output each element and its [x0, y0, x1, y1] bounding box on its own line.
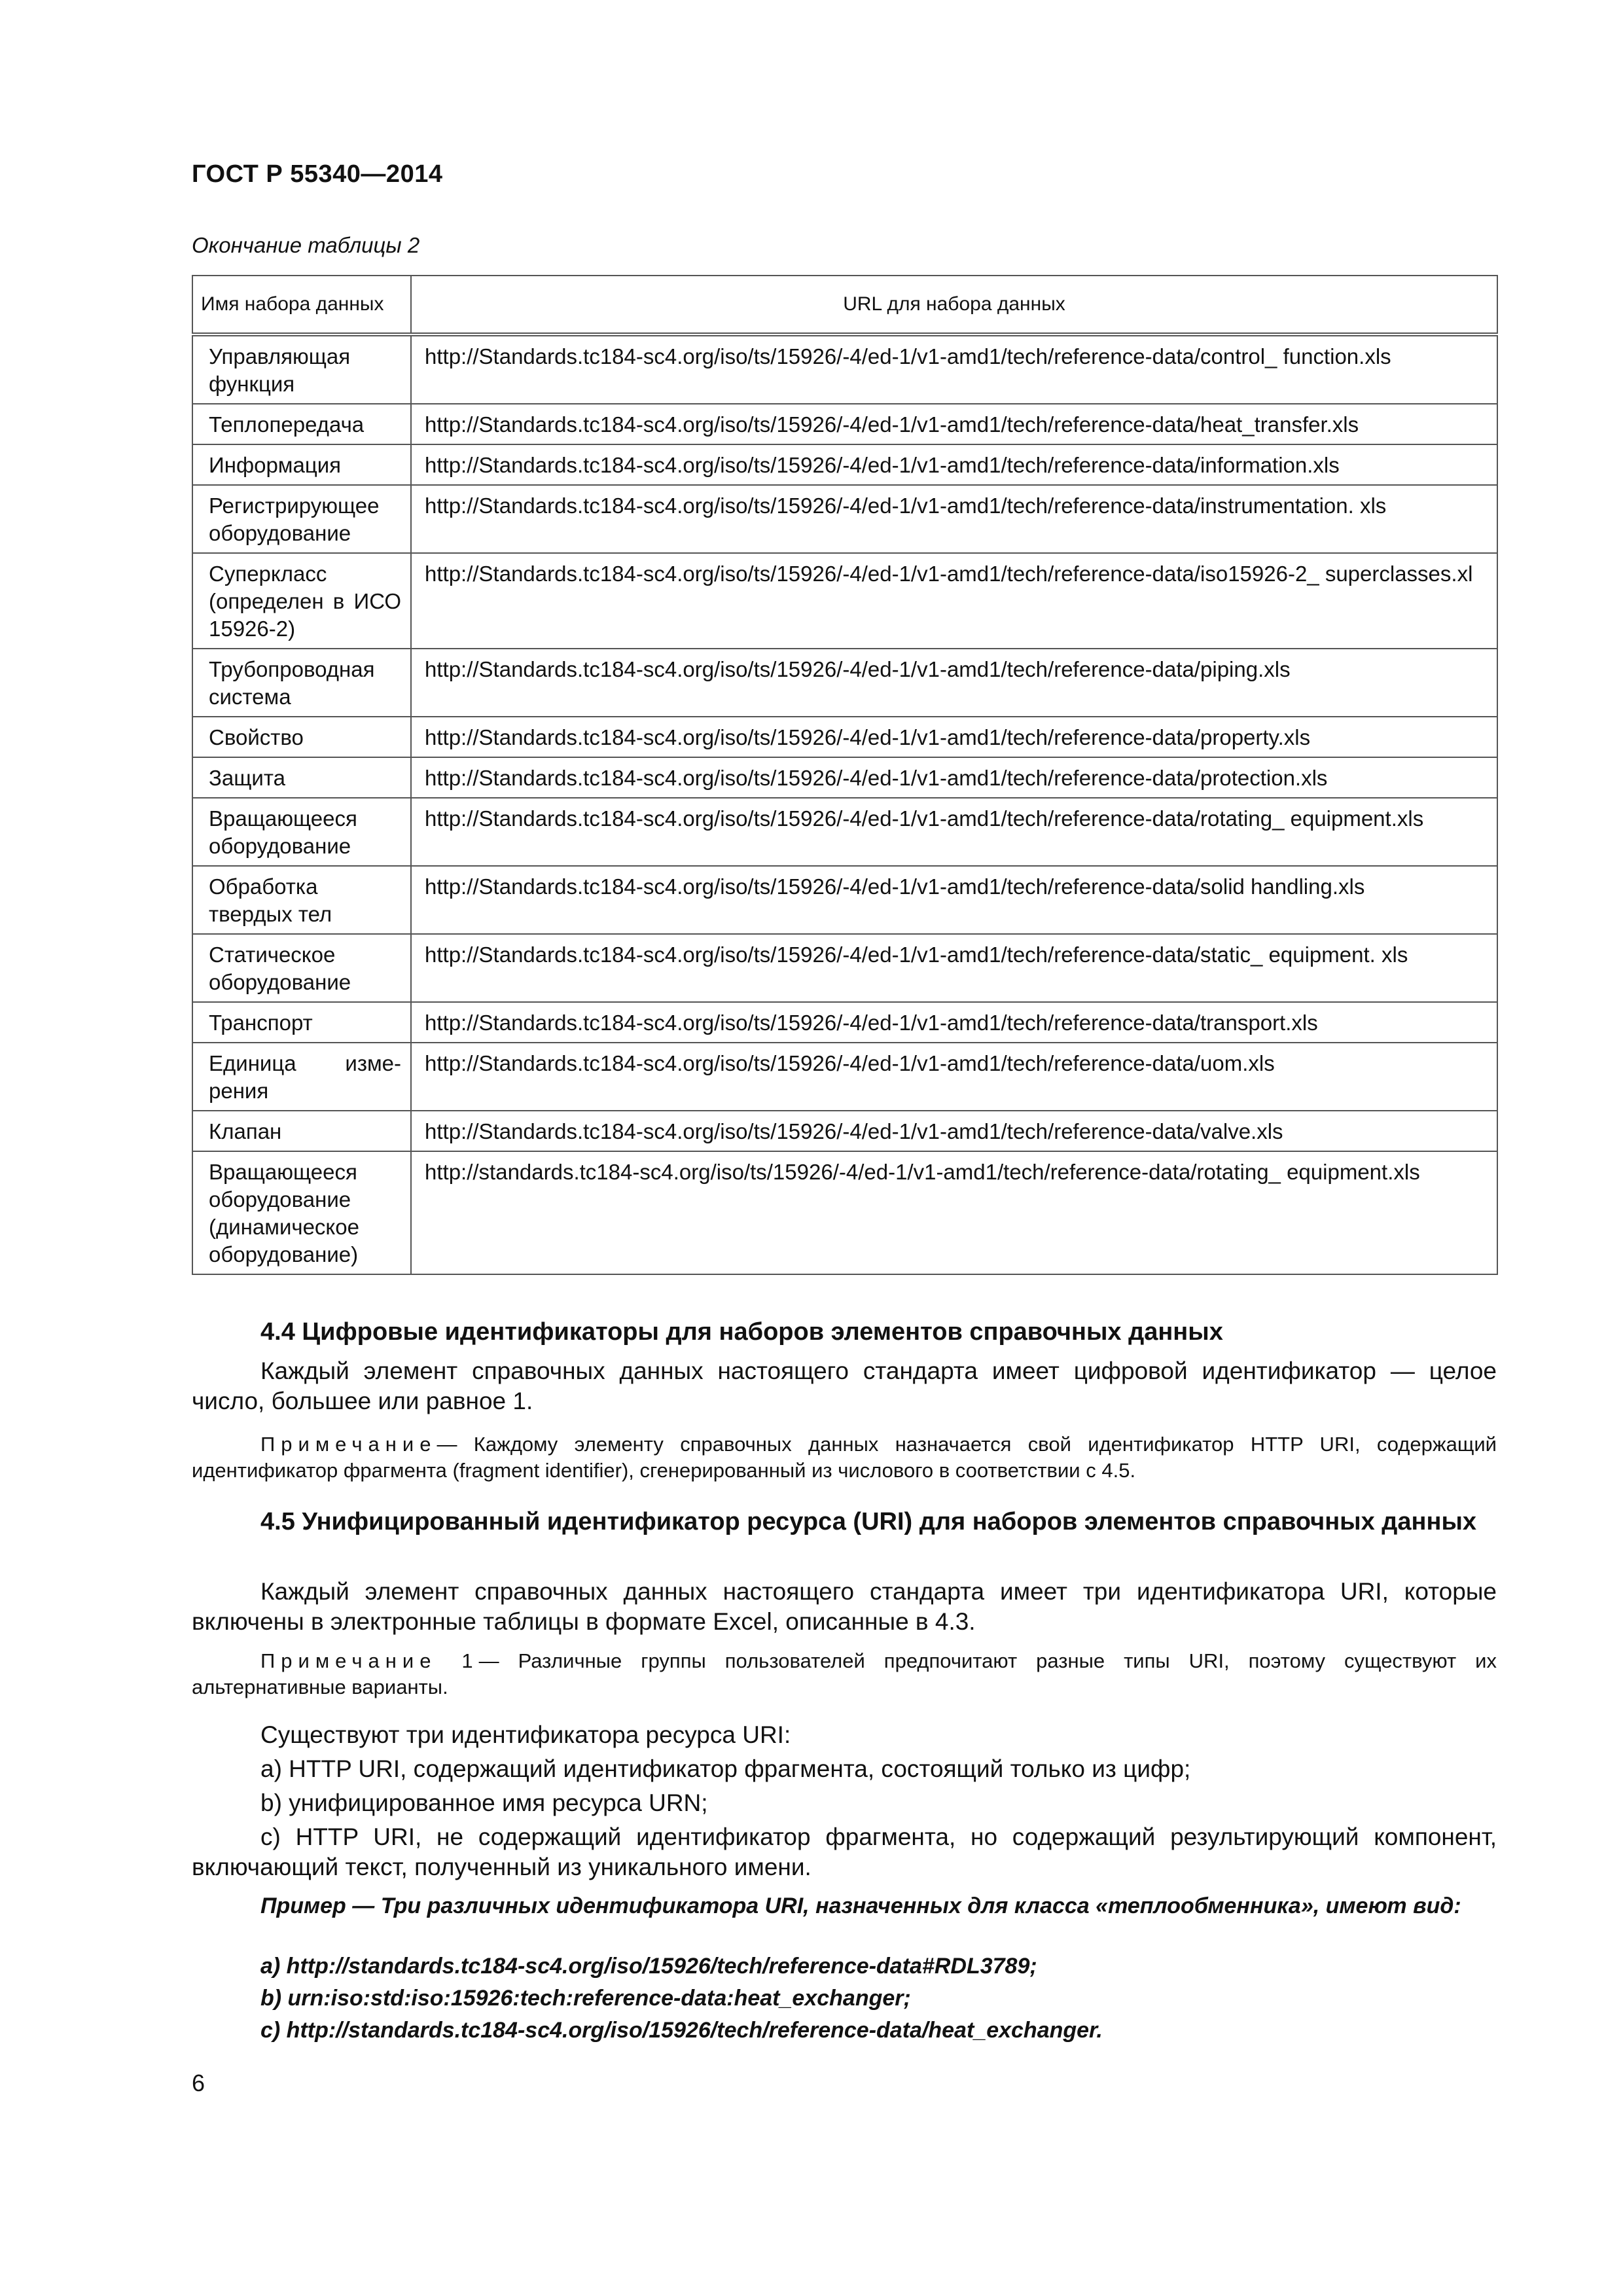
section-4-5-note — [192, 1648, 1497, 1700]
column-header-url: URL для набора данных — [411, 276, 1497, 334]
table-row — [192, 334, 1497, 404]
table-caption: Окончание таблицы 2 — [192, 233, 420, 257]
section-4-5-title: 4.5 Унифицированный идентификатор ресурса (URI) для наборов элементов справочных данных — [260, 1508, 1477, 1535]
dataset-name-cell: Информация — [192, 444, 411, 485]
dataset-name-cell: Свойство — [192, 717, 411, 757]
dataset-name-cell: Вращающееся оборудование — [192, 798, 411, 866]
table-row — [192, 1043, 1497, 1111]
dataset-name-cell: Управляющая функция — [192, 334, 411, 404]
dataset-url-cell: http://Standards.tc184-sc4.org/iso/ts/15926/-4/ed-1/v1-amd1/tech/reference-data/valve.xls — [411, 1111, 1497, 1151]
reference-data-table — [192, 275, 1498, 1275]
dataset-url-cell: http://Standards.tc184-sc4.org/iso/ts/15926/-4/ed-1/v1-amd1/tech/reference-data/uom.xls — [411, 1043, 1497, 1111]
dataset-url-cell: http://Standards.tc184-sc4.org/iso/ts/15926/-4/ed-1/v1-amd1/tech/reference-data/transport.xls — [411, 1002, 1497, 1043]
note-text: — Различные группы пользователей предпочитают разные типы URI, поэтому существуют их альтернативные варианты. — [192, 1649, 1497, 1698]
dataset-name-cell: Суперкласс (определен в ИСО 15926-2) — [192, 553, 411, 649]
dataset-name-cell: Единица измерения — [192, 1043, 411, 1111]
dataset-url-cell: http://Standards.tc184-sc4.org/iso/ts/15926/-4/ed-1/v1-amd1/tech/reference-data/property.xls — [411, 717, 1497, 757]
uri-list-item-b: b) унифицированное имя ресурса URN; — [260, 1789, 708, 1816]
dataset-url-cell: http://Standards.tc184-sc4.org/iso/ts/15926/-4/ed-1/v1-amd1/tech/reference-data/static_ equipment. xls — [411, 934, 1497, 1002]
dataset-url-cell: http://Standards.tc184-sc4.org/iso/ts/15926/-4/ed-1/v1-amd1/tech/reference-data/information.xls — [411, 444, 1497, 485]
dataset-url-cell: http://Standards.tc184-sc4.org/iso/ts/15926/-4/ed-1/v1-amd1/tech/reference-data/iso15926-2_ superclasses.xl — [411, 553, 1497, 649]
note-label: Примечание 1 — [260, 1649, 479, 1672]
table-row — [192, 866, 1497, 934]
dataset-name-cell: Вращающееся оборудование (динамическое оборудование) — [192, 1151, 411, 1274]
dataset-url-cell: http://Standards.tc184-sc4.org/iso/ts/15926/-4/ed-1/v1-amd1/tech/reference-data/heat_transfer.xls — [411, 404, 1497, 444]
section-4-4-paragraph: Каждый элемент справочных данных настоящего стандарта имеет цифровой идентификатор — целое число, большее или равное 1. — [192, 1357, 1497, 1414]
dataset-name-cell: Обработка твердых тел — [192, 866, 411, 934]
dataset-url-cell: http://Standards.tc184-sc4.org/iso/ts/15926/-4/ed-1/v1-amd1/tech/reference-data/protection.xls — [411, 757, 1497, 798]
example-item-b: b) urn:iso:std:iso:15926:tech:reference-data:heat_exchanger; — [260, 1986, 911, 2011]
dataset-name-cell: Регистрирующее оборудование — [192, 485, 411, 553]
table-row — [192, 553, 1497, 649]
table-row — [192, 485, 1497, 553]
table-row — [192, 1002, 1497, 1043]
note-text: — Каждому элементу справочных данных назначается свой идентификатор HTTP URI, содержащий идентификатор фрагмента (fragment identifier), сгенерированный из числового в соответствии с 4.5. — [192, 1433, 1497, 1482]
table-row — [192, 404, 1497, 444]
example-intro: Пример — Три различных идентификатора URI, назначенных для класса «теплообменника», имеют вид: — [260, 1893, 1461, 1918]
dataset-name-cell: Теплопередача — [192, 404, 411, 444]
dataset-name-cell: Статическое оборудование — [192, 934, 411, 1002]
page-number: 6 — [192, 2070, 205, 2096]
table-row — [192, 757, 1497, 798]
dataset-url-cell: http://Standards.tc184-sc4.org/iso/ts/15926/-4/ed-1/v1-amd1/tech/reference-data/piping.xls — [411, 649, 1497, 717]
table-row — [192, 717, 1497, 757]
uri-list-intro: Существуют три идентификатора ресурса URI: — [260, 1721, 791, 1748]
dataset-url-cell: http://Standards.tc184-sc4.org/iso/ts/15926/-4/ed-1/v1-amd1/tech/reference-data/rotating_ equipment.xls — [411, 798, 1497, 866]
dataset-name-cell: Клапан — [192, 1111, 411, 1151]
standard-code: ГОСТ Р 55340—2014 — [192, 160, 443, 188]
dataset-url-cell: http://Standards.tc184-sc4.org/iso/ts/15926/-4/ed-1/v1-amd1/tech/reference-data/control_ function.xls — [411, 334, 1497, 404]
note-label: Примечание — [260, 1433, 437, 1456]
table-header-row — [192, 276, 1497, 334]
table-row — [192, 444, 1497, 485]
section-4-4-note — [192, 1431, 1497, 1484]
table-row — [192, 649, 1497, 717]
table-row — [192, 798, 1497, 866]
table-row — [192, 934, 1497, 1002]
dataset-url-cell: http://Standards.tc184-sc4.org/iso/ts/15926/-4/ed-1/v1-amd1/tech/reference-data/instrumentation. xls — [411, 485, 1497, 553]
dataset-url-cell: http://Standards.tc184-sc4.org/iso/ts/15926/-4/ed-1/v1-amd1/tech/reference-data/solid handling.xls — [411, 866, 1497, 934]
table-row — [192, 1111, 1497, 1151]
table-row — [192, 1151, 1497, 1274]
section-4-4-title: 4.4 Цифровые идентификаторы для наборов элементов справочных данных — [260, 1318, 1223, 1346]
example-item-c: c) http://standards.tc184-sc4.org/iso/15926/tech/reference-data/heat_exchanger. — [260, 2018, 1103, 2043]
dataset-url-cell: http://standards.tc184-sc4.org/iso/ts/15926/-4/ed-1/v1-amd1/tech/reference-data/rotating_ equipment.xls — [411, 1151, 1497, 1274]
dataset-name-cell: Трубопроводная система — [192, 649, 411, 717]
uri-list-item-a: a) HTTP URI, содержащий идентификатор фрагмента, состоящий только из цифр; — [260, 1755, 1191, 1782]
column-header-name: Имя набора данных — [192, 276, 411, 334]
section-4-5-paragraph: Каждый элемент справочных данных настоящего стандарта имеет три идентификатора URI, которые включены в электронные таблицы в формате Excel, описанные в 4.3. — [192, 1578, 1497, 1635]
dataset-name-cell: Транспорт — [192, 1002, 411, 1043]
example-item-a: a) http://standards.tc184-sc4.org/iso/15926/tech/reference-data#RDL3789; — [260, 1954, 1037, 1979]
dataset-name-cell: Защита — [192, 757, 411, 798]
uri-list-item-c: c) HTTP URI, не содержащий идентификатор фрагмента, но содержащий результирующий компонент, включающий текст, полученный из уникального имени. — [192, 1823, 1497, 1880]
